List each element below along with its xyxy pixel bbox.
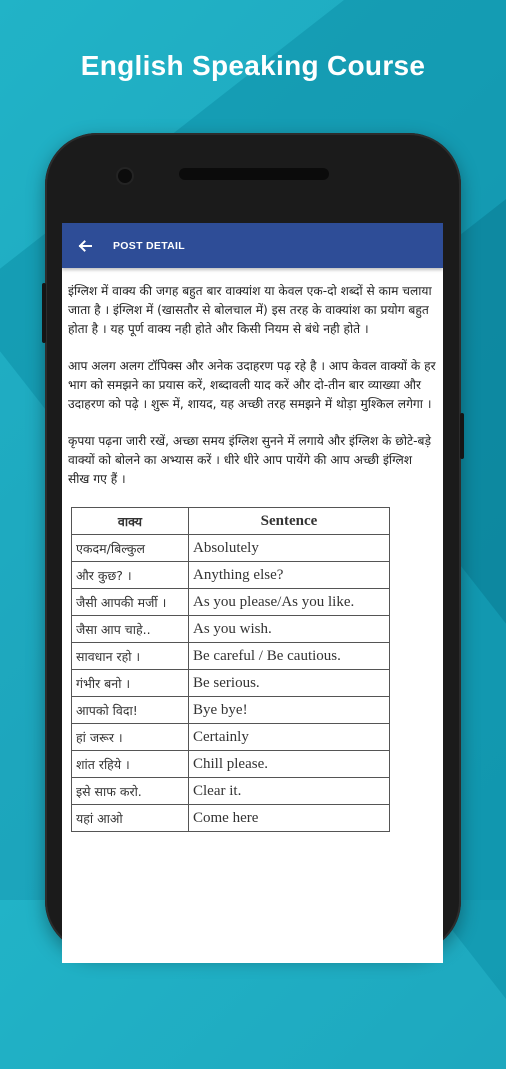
table-row	[72, 643, 390, 670]
english-cell: As you please/As you like.	[189, 589, 390, 616]
english-cell: Be careful / Be cautious.	[189, 643, 390, 670]
column-header-hindi: वाक्य	[72, 508, 189, 535]
english-cell: Bye bye!	[189, 697, 390, 724]
english-cell: Clear it.	[189, 778, 390, 805]
volume-button	[42, 283, 46, 343]
front-camera	[118, 169, 132, 183]
english-cell: Absolutely	[189, 535, 390, 562]
earpiece-speaker	[179, 168, 329, 180]
hindi-cell: जैसी आपकी मर्जी ।	[72, 589, 189, 616]
english-cell: As you wish.	[189, 616, 390, 643]
hindi-cell: एकदम/बिल्कुल	[72, 535, 189, 562]
hindi-cell: सावधान रहो ।	[72, 643, 189, 670]
hindi-cell: हां जरूर ।	[72, 724, 189, 751]
post-paragraph: आप अलग अलग टॉपिक्स और अनेक उदाहरण पढ़ रहे है । आप केवल वाक्यों के हर भाग को समझने का प्रयास करें, शब्दावली याद करें और दो-तीन बार व्याख्या और उदाहरण को पढ़े । शुरू में, शायद, यह अच्छी तरह समझने में थोड़ा मुश्किल लगेगा ।	[68, 359, 436, 411]
table-row	[72, 616, 390, 643]
phrase-table	[71, 507, 390, 832]
hindi-cell: और कुछ? ।	[72, 562, 189, 589]
table-row	[72, 589, 390, 616]
english-cell: Anything else?	[189, 562, 390, 589]
page-title: POST DETAIL	[113, 239, 185, 252]
hindi-cell: गंभीर बनो ।	[72, 670, 189, 697]
table-row	[72, 562, 390, 589]
post-paragraph: कृपया पढ़ना जारी रखें, अच्छा समय इंग्लिश सुनने में लगाये और इंग्लिश के छोटे-बड़े वाक्यों को बोलने का अभ्यास करें । धीरे धीरे आप पायेंगे की आप अच्छी इंग्लिश सीख गए हैं ।	[68, 434, 432, 486]
english-cell: Certainly	[189, 724, 390, 751]
table-row	[72, 778, 390, 805]
english-cell: Be serious.	[189, 670, 390, 697]
table-row	[72, 697, 390, 724]
power-button	[460, 413, 464, 459]
column-header-sentence: Sentence	[189, 508, 390, 535]
table-row	[72, 670, 390, 697]
table-row	[72, 751, 390, 778]
hindi-cell: इसे साफ करो.	[72, 778, 189, 805]
table-row	[72, 805, 390, 832]
post-content	[62, 268, 443, 832]
english-cell: Come here	[189, 805, 390, 832]
hindi-cell: यहां आओ	[72, 805, 189, 832]
phone-frame	[45, 133, 461, 953]
table-row	[72, 724, 390, 751]
arrow-left-icon[interactable]	[62, 223, 107, 268]
table-header-row	[72, 508, 390, 535]
app-screen	[62, 223, 443, 963]
english-cell: Chill please.	[189, 751, 390, 778]
app-bar	[62, 223, 443, 268]
hindi-cell: शांत रहिये ।	[72, 751, 189, 778]
promo-headline: English Speaking Course	[80, 50, 426, 81]
post-paragraph: इंग्लिश में वाक्य की जगह बहुत बार वाक्यांश या केवल एक-दो शब्दों से काम चलाया जाता है । इंग्लिश में (खासतौर से बोलचाल में) इस तरह के वाक्यांश का प्रयोग बहुत होता है । यह पूर्ण वाक्य नही होते और किसी नियम से बंधे नही होते ।	[68, 284, 432, 336]
table-row	[72, 535, 390, 562]
hindi-cell: आपको विदा!	[72, 697, 189, 724]
hindi-cell: जैसा आप चाहे..	[72, 616, 189, 643]
